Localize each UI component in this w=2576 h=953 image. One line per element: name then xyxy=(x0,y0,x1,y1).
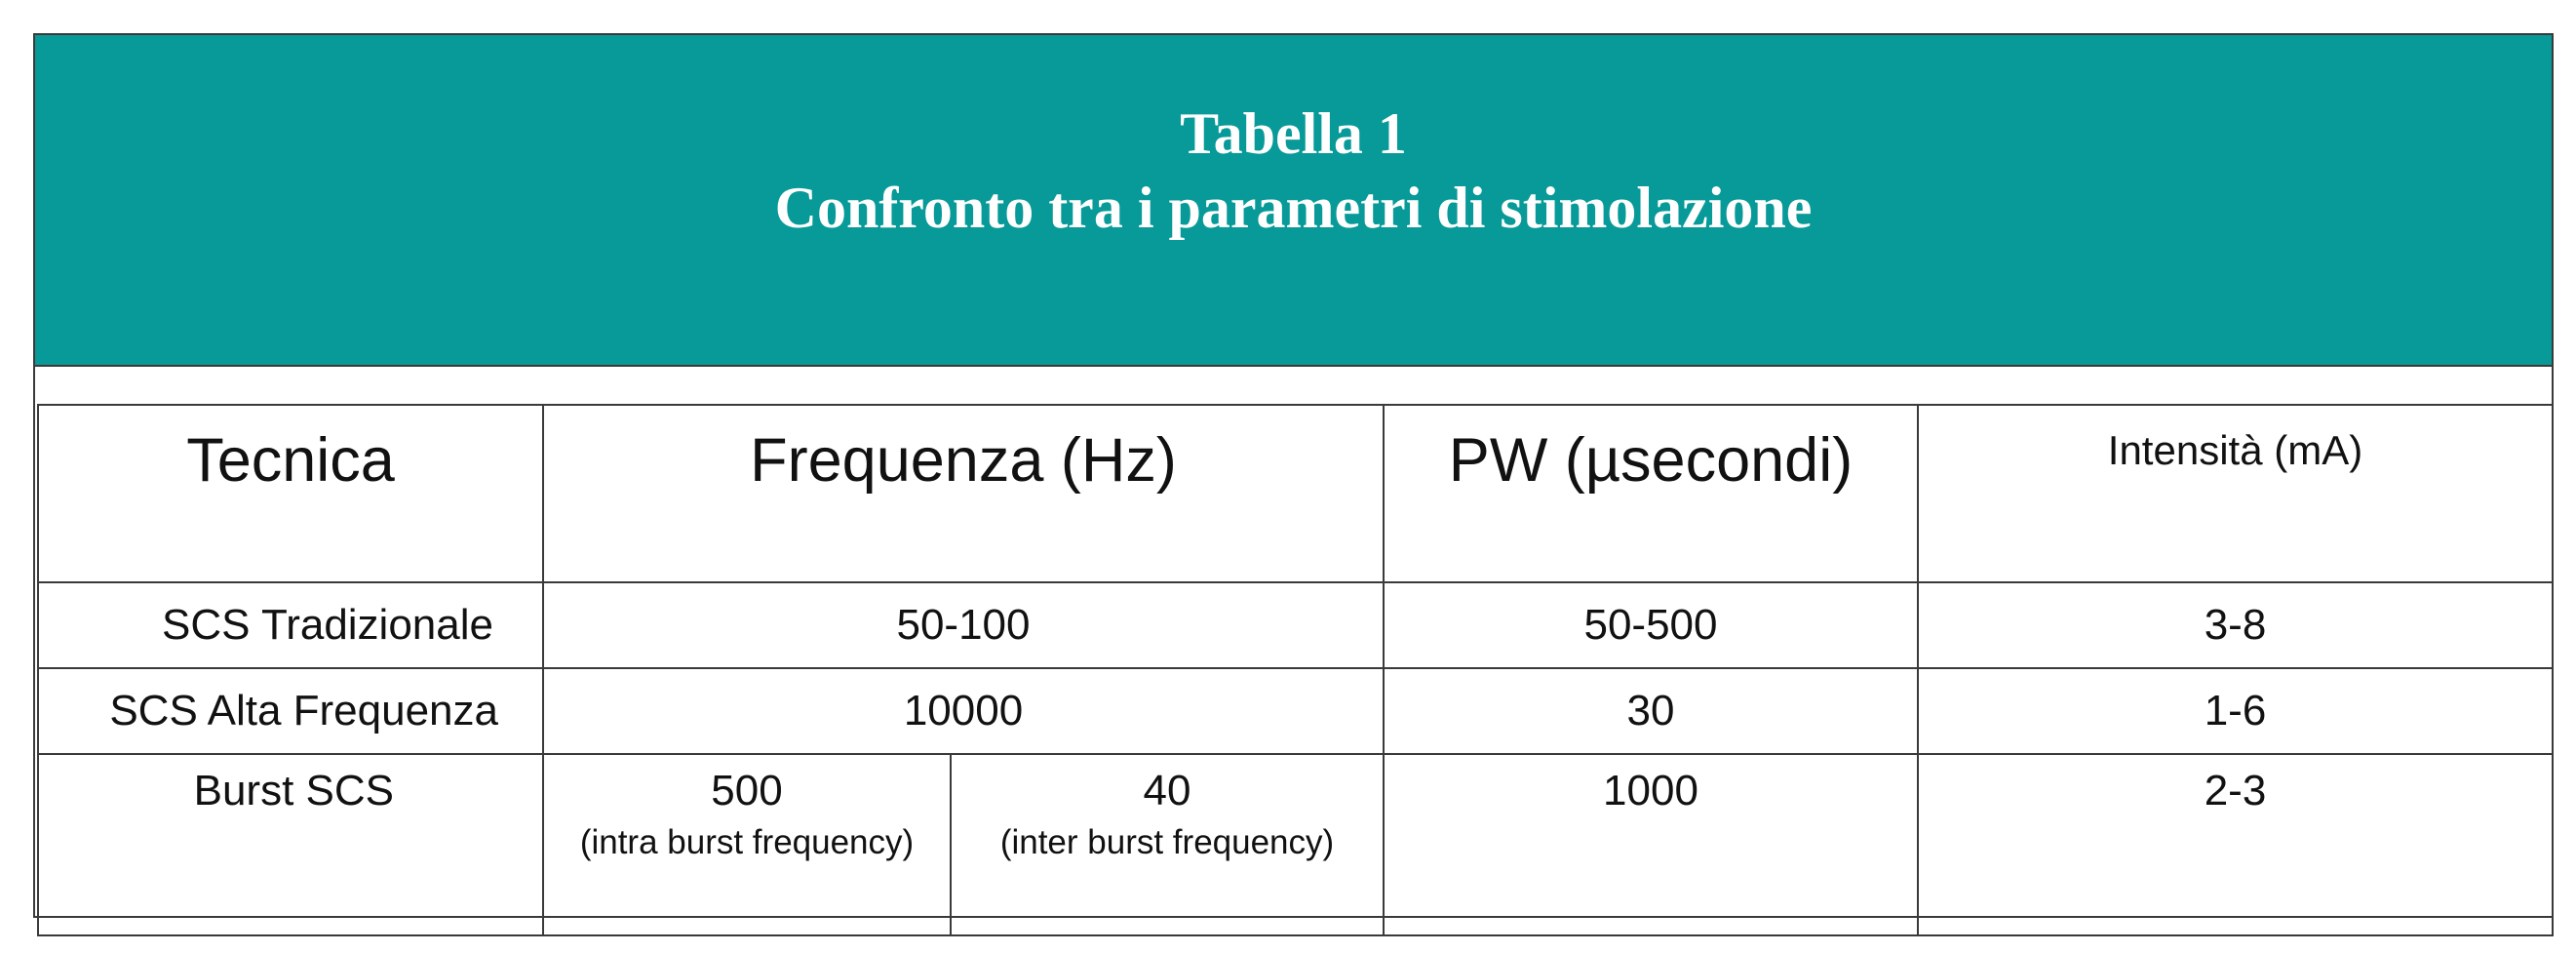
intensita-value: 2-3 xyxy=(2204,767,2267,814)
cell-tecnica: Burst SCS xyxy=(38,754,543,935)
header-frequenza: Frequenza (Hz) xyxy=(750,426,1177,495)
table-frame xyxy=(33,33,2554,918)
pw-value: 1000 xyxy=(1603,767,1698,814)
header-row xyxy=(38,405,2553,582)
parameters-table xyxy=(37,404,2554,936)
header-pw: PW (µsecondi) xyxy=(1448,426,1854,495)
title-banner xyxy=(35,35,2552,367)
cell-frequenza-inter xyxy=(951,754,1384,935)
header-tecnica: Tecnica xyxy=(186,426,395,495)
frequenza-intra-note: (intra burst frequency) xyxy=(579,823,915,861)
header-cell-pw xyxy=(1384,405,1918,582)
frequenza-inter-note: (inter burst frequency) xyxy=(999,823,1335,861)
header-cell-frequenza xyxy=(543,405,1384,582)
cell-tecnica: SCS Tradizionale xyxy=(38,582,543,668)
cell-frequenza: 10000 xyxy=(543,668,1384,754)
table-row xyxy=(38,582,2553,668)
header-intensita: Intensità (mA) xyxy=(2107,427,2363,473)
cell-tecnica: SCS Alta Frequenza xyxy=(38,668,543,754)
cell-pw: 30 xyxy=(1384,668,1918,754)
table-row xyxy=(38,754,2553,935)
header-cell-intensita xyxy=(1918,405,2553,582)
cell-pw: 50-500 xyxy=(1384,582,1918,668)
cell-intensita: 1-6 xyxy=(1918,668,2553,754)
header-cell-tecnica xyxy=(38,405,543,582)
cell-intensita: 3-8 xyxy=(1918,582,2553,668)
cell-intensita xyxy=(1918,754,2553,935)
frequenza-intra-value: 500 xyxy=(711,767,783,814)
table-title: Confronto tra i parametri di stimolazione xyxy=(774,176,1813,240)
cell-pw xyxy=(1384,754,1918,935)
table-number: Tabella 1 xyxy=(1180,101,1407,166)
table-row xyxy=(38,668,2553,754)
frequenza-inter-value: 40 xyxy=(1143,767,1191,814)
cell-frequenza-intra xyxy=(543,754,951,935)
cell-frequenza: 50-100 xyxy=(543,582,1384,668)
